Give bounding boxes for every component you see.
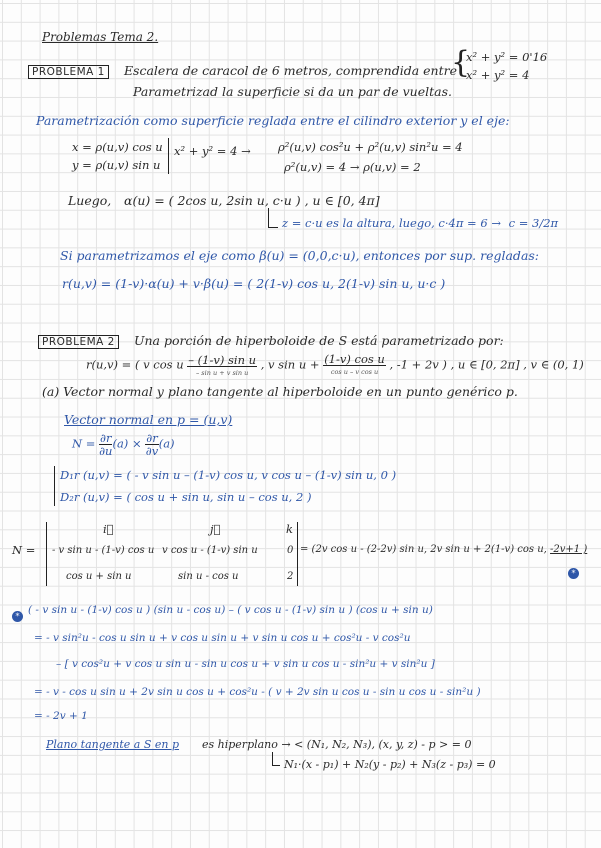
plane-heading: Plano tangente a S en p [46, 738, 180, 751]
r-mid: , v sin u + [260, 357, 320, 372]
plane-bracket-foot [272, 765, 280, 766]
det-result-main: = (2v cos u - (2-2v) sin u, 2v sin u + 2(1-v) cos u, [300, 544, 547, 555]
d-bracket [54, 466, 55, 506]
step-4: = - 2v + 1 [34, 710, 88, 722]
cylinder-equation: x² + y² = 4 → [174, 144, 251, 158]
parametrization-heading: Parametrización como superficie reglada entre el cilindro exterior y el eje: [36, 113, 510, 128]
normal-definition [72, 432, 175, 457]
alpha-curve: α(u) = ( 2cos u, 2sin u, c·u ) , u ∈ [0, 4π] [124, 193, 380, 208]
system-equation-1: x² + y² = 0'16 [466, 50, 548, 64]
det-right-bar [297, 522, 298, 586]
y-equation: y = ρ(u,v) sin u [72, 158, 161, 172]
det-m32: sin u - cos u [178, 571, 239, 582]
plane-text: es hiperplano → < (N₁, N₂, N₃), (x, y, z) - p > = 0 [202, 738, 472, 751]
plane-bracket [272, 752, 273, 766]
r-tail: , -1 + 2v ) , u ∈ [0, 2π] , v ∈ (0, 1) [389, 357, 584, 372]
plane-equation: N₁·(x - p₁) + N₂(y - p₂) + N₃(z - p₃) = 0 [284, 758, 496, 771]
arg-a-2: (a) [158, 436, 175, 451]
system-brace: { [451, 45, 471, 80]
z-note: z = c·u es la altura, luego, c·4π = 6 → [282, 216, 501, 230]
problem-1-label: PROBLEMA 1 [28, 65, 109, 79]
axis-parametrization: Si parametrizamos el eje como β(u) = (0,0,c·u), entonces por sup. regladas: [60, 248, 540, 263]
step-1: = - v sin²u - cos u sin u + v cos u sin u + v sin u cos u + cos²u - v cos²u [34, 632, 411, 644]
c-value: c = 3 [508, 216, 540, 230]
problem-1-statement: Escalera de caracol de 6 metros, comprendida entre [123, 63, 457, 78]
du: ∂u [99, 444, 113, 458]
problem-1-statement-2: Parametrizad la superficie si da un par de vueltas. [133, 84, 452, 99]
problem-2-statement: Una porción de hiperboloide de S está parametrizado por: [133, 333, 504, 348]
d1r-derivative: D₁r (u,v) = ( - v sin u – (1-v) cos u, v cos u – (1-v) sin u, 0 ) [60, 468, 397, 482]
det-left-bar [46, 522, 47, 586]
problem-1-row [28, 60, 457, 79]
dr-du-num: ∂r [100, 431, 112, 445]
det-j: j⃗ [210, 522, 221, 536]
det-m31: cos u + sin u [66, 571, 132, 582]
problem-2-label: PROBLEMA 2 [38, 335, 119, 349]
note-bracket-foot [268, 227, 278, 228]
part-a: (a) Vector normal y plano tangente al hiperboloide en un punto genérico p. [42, 384, 518, 399]
n-label: N = [72, 436, 96, 451]
det-result-tail: -2v+1 ) [550, 544, 588, 555]
rho-equation-1: ρ²(u,v) cos²u + ρ²(u,v) sin²u = 4 [278, 140, 463, 154]
bracket-line [168, 138, 169, 174]
ruled-surface-equation: r(u,v) = (1-v)·α(u) + v·β(u) = ( 2(1-v) cos u, 2(1-v) sin u, u·c ) [62, 276, 446, 291]
note-bracket [268, 208, 269, 228]
det-m33: 2 [287, 571, 294, 582]
star-mark-1 [568, 563, 579, 582]
arg-a-1: (a) [112, 436, 129, 451]
dv: ∂v [145, 444, 159, 458]
frac-2-num: (1-v) cos u [324, 352, 385, 366]
page-title: Problemas Tema 2. [42, 30, 159, 44]
det-n-label: N = [12, 543, 36, 557]
cross-symbol: × [131, 436, 142, 451]
system-equation-2: x² + y² = 4 [466, 68, 530, 82]
frac-1-num: – (1-v) sin u [188, 353, 257, 367]
det-m21: - v sin u - (1-v) cos u [52, 545, 155, 556]
hyperboloid-param [86, 352, 584, 379]
normal-vector-heading: Vector normal en p = (u,v) [64, 412, 233, 427]
step-3: = - v - cos u sin u + 2v sin u cos u + cos²u - ( v + 2v sin u cos u - sin u cos u - sin²u ) [34, 686, 481, 698]
luego-label: Luego, [68, 193, 112, 208]
star-mark-2 [12, 606, 23, 625]
det-k: k [286, 522, 293, 536]
r-main: r(u,v) = ( v cos u [86, 357, 184, 372]
frac-2-den: cos u – v cos u [330, 368, 379, 376]
z-note-row: z = c·u es la altura, luego, c·4π = 6 → c = 3/2π [282, 216, 559, 230]
star-symbol-2: * [12, 611, 23, 622]
det-result [300, 544, 587, 555]
problem-2-row [38, 330, 504, 349]
frac-1-den: – sin u + v sin u [195, 369, 249, 377]
rho-equation-2: ρ²(u,v) = 4 → ρ(u,v) = 2 [284, 160, 421, 174]
d2r-derivative: D₂r (u,v) = ( cos u + sin u, sin u – cos u, 2 ) [60, 490, 312, 504]
det-i: i⃗ [103, 522, 114, 536]
det-m22: v cos u - (1-v) sin u [162, 545, 258, 556]
det-m23: 0 [287, 545, 294, 556]
x-equation: x = ρ(u,v) cos u [72, 140, 163, 154]
step-2: – [ v cos²u + v cos u sin u - sin u cos u + v sin u cos u - sin²u + v sin²u ] [56, 658, 435, 670]
star-expansion: ( - v sin u - (1-v) cos u ) (sin u - cos u) – ( v cos u - (1-v) sin u ) (cos u + sin u) [28, 604, 433, 616]
star-symbol-1: * [568, 568, 579, 579]
c-denominator: 2π [543, 216, 559, 230]
dr-dv-num: ∂r [146, 431, 158, 445]
